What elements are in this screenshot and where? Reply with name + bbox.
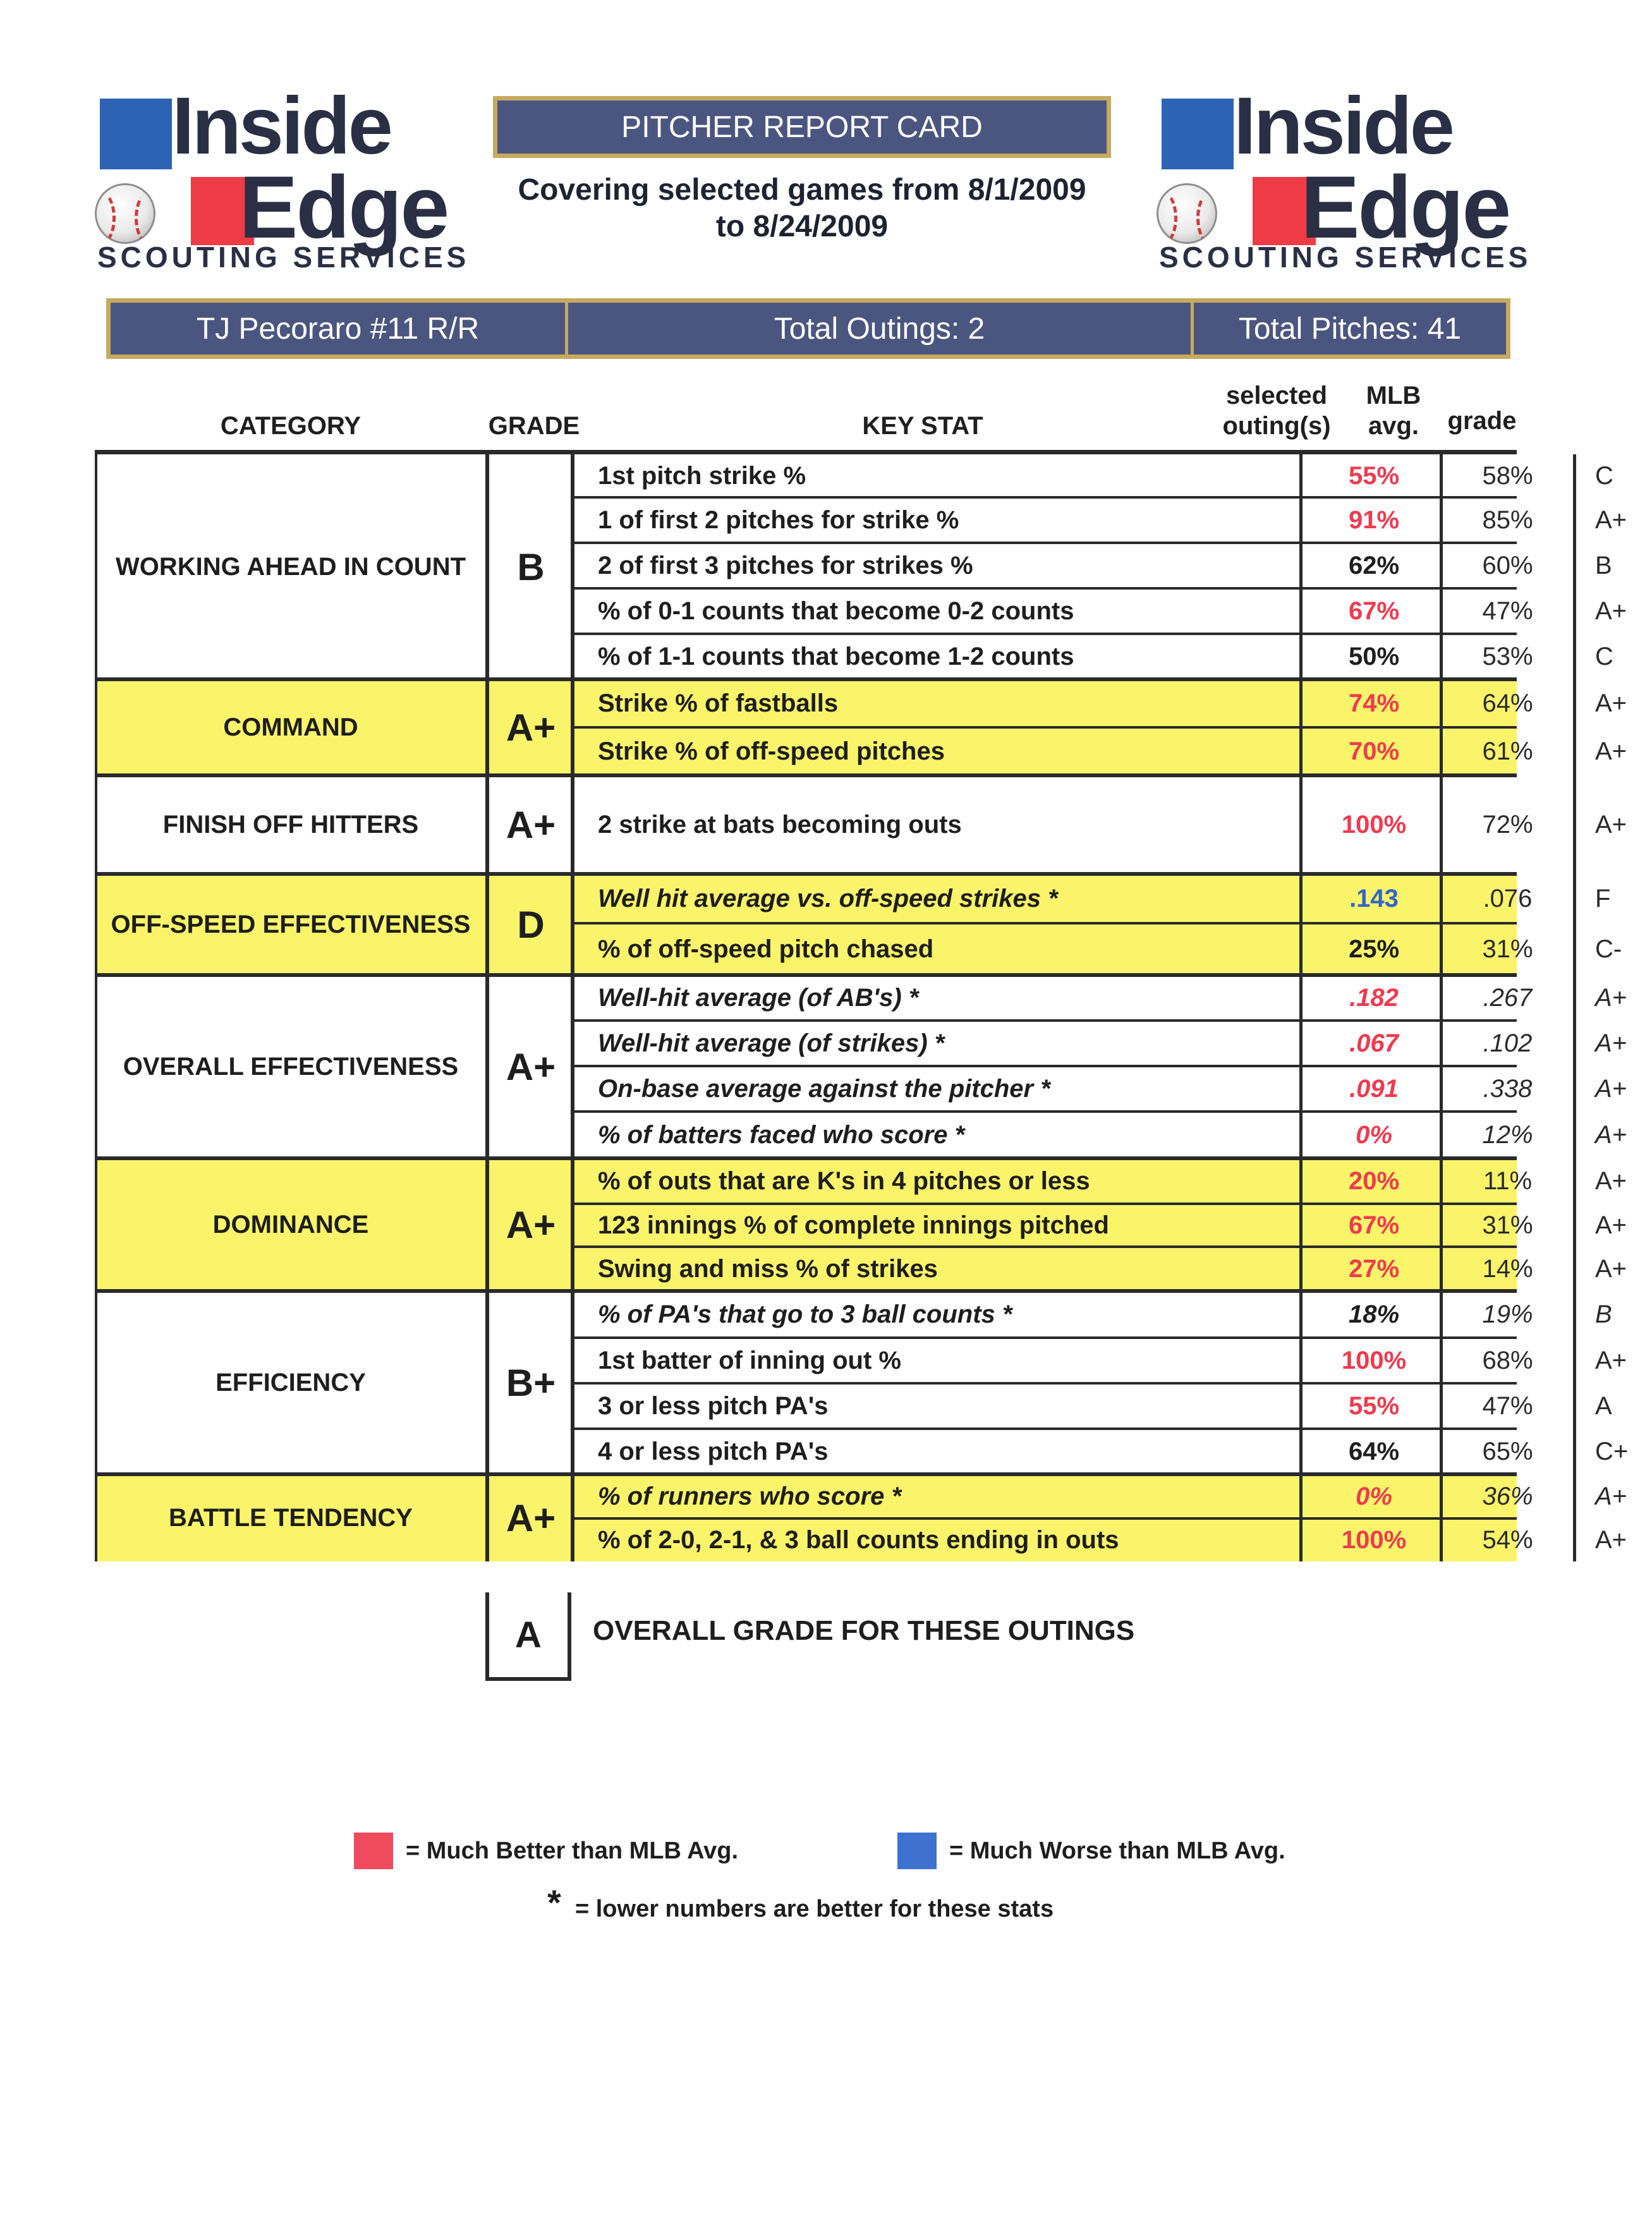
row-divider [574, 922, 1517, 924]
key-stat: Well-hit average (of strikes) * [598, 1029, 945, 1057]
key-stat: Well-hit average (of AB's) * [598, 983, 919, 1012]
header-selected-line-1: selected [1225, 382, 1328, 409]
key-stat: % of 2-0, 2-1, & 3 ball counts ending in outs [598, 1525, 1119, 1554]
mlb-avg-value: 60% [1482, 551, 1533, 579]
logo-word-inside: Inside [1234, 81, 1452, 171]
legend-star: * [547, 1882, 561, 1922]
legend-worse-text: = Much Worse than MLB Avg. [949, 1838, 1285, 1864]
stat-grade: A+ [1595, 983, 1627, 1012]
mlb-avg-value: 85% [1482, 506, 1533, 534]
date-range [493, 172, 1111, 245]
stat-grade: A+ [1595, 1074, 1627, 1103]
stat-row [574, 1383, 1612, 1429]
mlb-avg-value: 64% [1482, 689, 1533, 717]
key-stat: Strike % of off-speed pitches [598, 737, 945, 765]
category-grade: A+ [506, 1203, 556, 1246]
header-mlb-line-1: MLB [1366, 382, 1421, 409]
mlb-grade-divider [1573, 454, 1576, 1561]
category-divider [95, 872, 1517, 876]
stat-row [574, 1021, 1627, 1066]
key-stat: On-base average against the pitcher * [598, 1074, 1050, 1103]
stat-grade: A+ [1595, 1346, 1627, 1374]
row-divider [574, 1065, 1517, 1067]
stat-selected-divider [1299, 454, 1303, 1561]
selected-value: 64% [1348, 1437, 1400, 1465]
selected-value: 67% [1348, 597, 1400, 625]
stat-grade: F [1595, 884, 1611, 912]
date-range-line-1: Covering selected games from 8/1/2009 [518, 173, 1086, 207]
stat-row [574, 1518, 1627, 1561]
stat-row [574, 775, 1627, 874]
stat-row [574, 1338, 1627, 1383]
key-stat: 1st batter of inning out % [598, 1346, 901, 1374]
stat-row [574, 454, 1613, 497]
stat-grade: C [1595, 642, 1613, 670]
logo-left [95, 81, 470, 278]
baseball-icon [1157, 183, 1217, 244]
date-range-line-2: to 8/24/2009 [715, 210, 889, 243]
category-name: OVERALL EFFECTIVENESS [123, 1052, 459, 1081]
selected-value: 0% [1356, 1120, 1392, 1149]
category-divider [95, 1156, 1517, 1160]
logo-word-inside: Inside [172, 81, 391, 171]
category-name: DOMINANCE [212, 1210, 369, 1239]
row-divider [574, 1382, 1517, 1385]
row-divider [574, 1245, 1517, 1248]
mlb-avg-value: .076 [1483, 884, 1533, 912]
stat-grade: C [1595, 461, 1613, 490]
report-title: PITCHER REPORT CARD [493, 96, 1111, 158]
selected-value: 25% [1348, 935, 1400, 963]
grade-stat-divider [571, 454, 574, 1561]
category-grade: A+ [506, 1045, 556, 1088]
category-divider [95, 1472, 1517, 1476]
key-stat: 1st pitch strike % [598, 461, 806, 490]
key-stat: % of batters faced who score * [598, 1120, 965, 1149]
header-key-stat: KEY STAT [862, 412, 983, 440]
selected-value: 27% [1348, 1254, 1400, 1283]
key-stat: % of PA's that go to 3 ball counts * [598, 1300, 1012, 1328]
key-stat: 2 of first 3 pitches for strikes % [598, 551, 973, 579]
stat-row [574, 1474, 1627, 1518]
logo-tagline: SCOUTING SERVICES [1159, 241, 1532, 274]
row-divider [574, 1336, 1517, 1339]
mlb-avg-value: 36% [1482, 1482, 1533, 1510]
mlb-avg-value: 47% [1482, 597, 1533, 625]
row-divider [574, 1019, 1517, 1022]
total-outings: Total Outings: 2 [568, 303, 1194, 355]
report-table [95, 450, 1629, 1561]
key-stat: 3 or less pitch PA's [598, 1391, 829, 1420]
mlb-avg-value: 11% [1483, 1167, 1533, 1195]
stat-row [574, 1204, 1627, 1247]
mlb-avg-value: 31% [1482, 935, 1533, 963]
mlb-avg-value: 19% [1482, 1300, 1533, 1328]
stat-grade: A+ [1595, 1211, 1627, 1239]
overall-grade-label: OVERALL GRADE FOR THESE OUTINGS [593, 1615, 1135, 1646]
legend-worse-swatch [897, 1833, 937, 1869]
key-stat: % of runners who score * [598, 1482, 902, 1510]
key-stat: 2 strike at bats becoming outs [598, 810, 962, 839]
row-divider [574, 1110, 1517, 1113]
header-grade: GRADE [488, 412, 580, 440]
stat-row [574, 543, 1612, 588]
stat-grade: A+ [1595, 1029, 1627, 1057]
stat-row [574, 679, 1627, 727]
stat-row [574, 1158, 1627, 1204]
category-divider [95, 677, 1517, 681]
row-divider [574, 587, 1517, 590]
selected-value: .067 [1349, 1029, 1399, 1057]
key-stat: % of off-speed pitch chased [598, 935, 934, 963]
category-grade: D [517, 903, 545, 946]
logo-blue-square [100, 99, 172, 169]
legend-better-text: = Much Better than MLB Avg. [406, 1838, 739, 1864]
category-name: OFF-SPEED EFFECTIVENESS [111, 910, 471, 938]
header-mlb-line-2: avg. [1368, 412, 1419, 440]
category-grade: A+ [506, 1496, 556, 1539]
category-grade: A+ [506, 706, 556, 749]
stat-row [574, 1066, 1627, 1112]
selected-value: .182 [1349, 983, 1399, 1012]
stat-row [574, 634, 1613, 679]
mlb-avg-value: 68% [1482, 1346, 1533, 1374]
header-selected-line-2: outing(s) [1222, 412, 1331, 440]
selected-value: 55% [1348, 1391, 1400, 1420]
legend-star-text: = lower numbers are better for these stats [575, 1896, 1054, 1922]
stat-row [574, 497, 1627, 543]
stat-grade: A+ [1595, 1120, 1627, 1149]
logo-tagline: SCOUTING SERVICES [97, 241, 470, 274]
overall-grade: A [485, 1592, 571, 1681]
mlb-avg-value: 47% [1482, 1391, 1533, 1420]
stat-row [574, 727, 1627, 775]
key-stat: Well hit average vs. off-speed strikes * [598, 884, 1058, 912]
mlb-avg-value: 54% [1482, 1525, 1533, 1554]
key-stat: Strike % of fastballs [598, 689, 839, 717]
category-name: WORKING AHEAD IN COUNT [115, 552, 466, 581]
stat-row [574, 1291, 1612, 1338]
mlb-avg-value: .338 [1483, 1074, 1533, 1103]
total-pitches: Total Pitches: 41 [1238, 312, 1462, 346]
selected-mlb-divider [1440, 454, 1443, 1561]
logo-blue-square [1162, 99, 1234, 169]
stat-grade: A+ [1595, 689, 1627, 717]
key-stat: 1 of first 2 pitches for strike % [598, 506, 959, 534]
stat-row [574, 588, 1627, 634]
stat-grade: A+ [1595, 737, 1627, 765]
logo-word-edge: Edge [239, 157, 448, 257]
category-divider [95, 1289, 1517, 1293]
player-banner [106, 298, 1510, 359]
selected-value: 18% [1348, 1300, 1400, 1328]
key-stat: Swing and miss % of strikes [598, 1254, 938, 1283]
header-mlb-avg [1343, 380, 1444, 441]
key-stat: 123 innings % of complete innings pitched [598, 1211, 1109, 1239]
selected-value: 62% [1348, 551, 1400, 579]
category-name: COMMAND [223, 713, 358, 741]
mlb-avg-value: .102 [1483, 1029, 1533, 1057]
stat-grade: A+ [1595, 1482, 1627, 1510]
stat-row [574, 1247, 1627, 1291]
stat-grade: A+ [1595, 810, 1627, 839]
mlb-avg-value: 53% [1482, 642, 1533, 670]
category-name: EFFICIENCY [216, 1368, 366, 1397]
category-name: BATTLE TENDENCY [169, 1503, 413, 1532]
row-divider [574, 542, 1517, 544]
mlb-avg-value: 14% [1482, 1254, 1533, 1283]
key-stat: % of 1-1 counts that become 1-2 counts [598, 642, 1074, 670]
stat-grade: A+ [1595, 1167, 1627, 1195]
stat-grade: C+ [1595, 1437, 1629, 1465]
selected-value: 50% [1348, 642, 1400, 670]
mlb-avg-value: 31% [1482, 1211, 1533, 1239]
stat-row [574, 1112, 1627, 1158]
mlb-avg-value: 61% [1482, 737, 1533, 765]
logo-word-edge: Edge [1301, 157, 1510, 257]
category-name: FINISH OFF HITTERS [162, 810, 419, 839]
table-left-edge [95, 454, 97, 1561]
mlb-avg-value: 65% [1482, 1437, 1533, 1465]
stat-grade: A+ [1595, 506, 1627, 534]
header-selected [1207, 380, 1346, 441]
category-grade: A+ [506, 803, 556, 846]
legend-better-swatch [354, 1833, 393, 1869]
category-grade: B [517, 545, 545, 588]
selected-value: 0% [1356, 1482, 1392, 1510]
logo-right [1157, 81, 1532, 278]
header-grade-small: grade [1447, 407, 1517, 435]
selected-value: 74% [1348, 689, 1400, 717]
row-divider [574, 496, 1517, 499]
mlb-avg-value: .267 [1483, 983, 1533, 1012]
header-category: CATEGORY [220, 412, 361, 440]
stat-grade: B [1595, 1300, 1612, 1328]
selected-value: 67% [1348, 1211, 1400, 1239]
row-divider [574, 1427, 1517, 1430]
row-divider [574, 726, 1517, 729]
selected-value: 70% [1348, 737, 1400, 765]
category-divider [95, 773, 1517, 777]
player-name: TJ Pecoraro #11 R/R [111, 303, 568, 355]
category-grade: B+ [506, 1361, 556, 1404]
stat-row [574, 1429, 1629, 1474]
selected-value: 20% [1348, 1167, 1400, 1195]
baseball-icon [95, 183, 155, 244]
mlb-avg-value: 72% [1482, 810, 1533, 839]
key-stat: 4 or less pitch PA's [598, 1437, 829, 1465]
category-divider [95, 973, 1517, 977]
mlb-avg-value: 12% [1482, 1120, 1533, 1149]
row-divider [574, 633, 1517, 635]
stat-grade: C- [1595, 935, 1622, 963]
row-divider [574, 1203, 1517, 1205]
mlb-avg-value: 58% [1482, 461, 1533, 490]
stat-row [574, 923, 1622, 975]
category-grade-divider [485, 454, 489, 1561]
stat-grade: A [1595, 1391, 1612, 1420]
stat-grade: B [1595, 551, 1612, 579]
stat-row [574, 874, 1611, 923]
selected-value: .143 [1349, 884, 1399, 912]
stat-grade: A+ [1595, 1254, 1627, 1283]
selected-value: 100% [1341, 1346, 1407, 1374]
stat-grade: A+ [1595, 1525, 1627, 1554]
selected-value: .091 [1349, 1074, 1399, 1103]
stat-grade: A+ [1595, 597, 1627, 625]
selected-value: 100% [1341, 810, 1407, 839]
key-stat: % of outs that are K's in 4 pitches or less [598, 1167, 1090, 1195]
row-divider [574, 1517, 1517, 1520]
selected-value: 100% [1341, 1525, 1407, 1554]
key-stat: % of 0-1 counts that become 0-2 counts [598, 597, 1074, 625]
stat-row [574, 975, 1627, 1021]
selected-value: 55% [1348, 461, 1400, 490]
selected-value: 91% [1348, 506, 1400, 534]
